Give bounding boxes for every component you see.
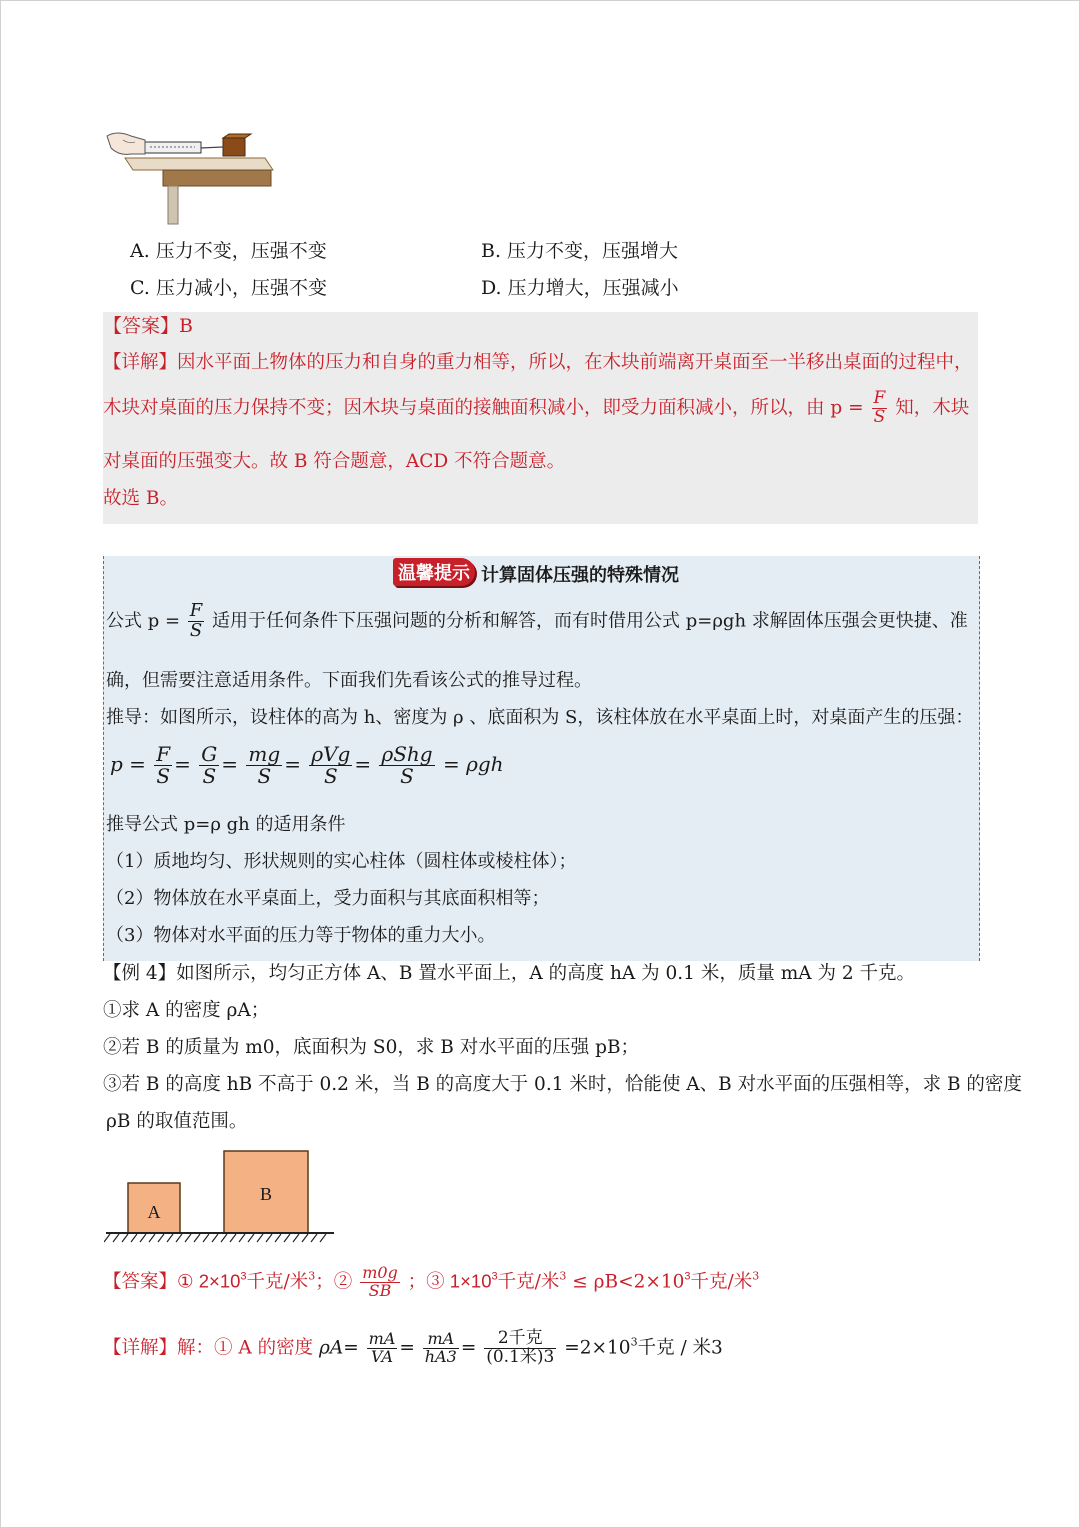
ground-hatch (239, 1234, 245, 1242)
table-front (163, 170, 271, 186)
ground-hatch (284, 1234, 290, 1242)
derivation-formula: p = $\frac{F}{S}$ = $\frac{G}{S}$ = $\frac{mg}{S}$ = $\frac{\text{ρVg}}{S}$ = $\frac{\text{ρShg}}{S}$ = ρgh (110, 742, 504, 788)
example4-q2: ②若 B 的质量为 m0，底面积为 S0，求 B 对水平面的压强 pB； (103, 1037, 640, 1058)
blocks-figure (104, 1148, 336, 1246)
tip-title: 计算固体压强的特殊情况 (481, 565, 679, 586)
tip-cond-title: 推导公式 p=ρ gh 的适用条件 (106, 814, 346, 835)
example4-q3: ③若 B 的高度 hB 不高于 0.2 米，当 B 的高度大于 0.1 米时，恰能使 A、B 对水平面的压强相等，求 B 的密度 (103, 1074, 1022, 1095)
block-b-label: B (259, 1184, 273, 1204)
tip-cond-3: （3）物体对水平面的压力等于物体的重力大小。 (106, 925, 496, 946)
derivation-frac-5: $\frac{\text{ρShg}}{S}$ (381, 742, 433, 788)
answer-detail-line2: 木块对桌面的压力保持不变；因木块与桌面的接触面积减小，即受力面积减小，所以，由 p = $\frac{F}{S}$ 知，木块 (103, 388, 970, 427)
ground-hatch (275, 1234, 281, 1242)
derivation-frac-3: $\frac{mg}{S}$ (248, 742, 281, 788)
ground-hatch (140, 1234, 146, 1242)
table-top (125, 158, 273, 170)
fraction-f-over-s: $\frac{F}{S}$ (873, 388, 886, 427)
option-c: C. 压力减小，压强不变 (130, 277, 327, 299)
ground-hatch (131, 1234, 137, 1242)
answer-detail-line3: 对桌面的压强变大。故 B 符合题意，ACD 不符合题意。 (103, 451, 566, 472)
tip-line3: 推导：如图所示，设柱体的高为 h、密度为 ρ 、底面积为 S，该柱体放在水平桌面上时，对桌面产生的压强： (106, 707, 974, 728)
ground-hatch (176, 1234, 182, 1242)
option-a: A. 压力不变，压强不变 (130, 240, 327, 262)
derivation-frac-2: $\frac{G}{S}$ (201, 742, 218, 788)
answer-detail-line4: 故选 B。 (103, 488, 178, 509)
fraction-f-over-s: $\frac{F}{S}$ (189, 600, 203, 641)
detail4-line: 【详解】解：① A 的密度 ρA= $\frac{mA}{VA}$ = $\frac{mA}{hA3}$ = $\frac{\text{2千克}}{\text{(0.1米)3}}$ $=2\times 10^3$千克 / 米3 (103, 1328, 723, 1367)
example4-line1: 【例 4】如图所示，均匀正方体 A、B 置水平面上，A 的高度 hA 为 0.1 米，质量 mA 为 2 千克。 (103, 963, 916, 984)
wooden-block (223, 138, 245, 156)
fraction-ma-over-va: $\frac{mA}{VA}$ (368, 1329, 396, 1366)
ground-hatch (122, 1234, 128, 1242)
ground-hatch (257, 1234, 263, 1242)
block-a-label: A (147, 1202, 161, 1222)
tip-cond-2: （2）物体放在水平桌面上，受力面积与其底面积相等； (106, 888, 550, 909)
ground-hatch (302, 1234, 308, 1242)
tip-line1: 公式 p = $\frac{F}{S}$ 适用于任何条件下压强问题的分析和解答，而有时借用公式 p=ρgh 求解固体压强会更快捷、准 (106, 600, 968, 641)
ground-hatch (149, 1234, 155, 1242)
fraction-ma-over-ha3: $\frac{mA}{hA3}$ (424, 1329, 457, 1366)
example4-q1: ①求 A 的密度 ρA； (103, 1000, 270, 1021)
answer-detail-line1: 【详解】因水平面上物体的压力和自身的重力相等，所以，在木块前端离开桌面至一半移出桌面的过程中， (103, 352, 973, 373)
derivation-frac-1: $\frac{F}{S}$ (156, 742, 171, 788)
ground-hatch (212, 1234, 218, 1242)
ground-hatch (113, 1234, 119, 1242)
ground-hatch (293, 1234, 299, 1242)
ground-hatch (194, 1234, 200, 1242)
ground-hatch (230, 1234, 236, 1242)
fraction-2kg-over-vol: $\frac{\text{2千克}}{\text{(0.1米)3}}$ (486, 1328, 555, 1367)
derivation-frac-4: $\frac{\text{ρVg}}{S}$ (311, 742, 351, 788)
ground-hatch (221, 1234, 227, 1242)
option-d: D. 压力增大，压强减小 (481, 277, 679, 299)
ground-hatch (167, 1234, 173, 1242)
ground-hatch (320, 1234, 326, 1242)
ground-hatch (266, 1234, 272, 1242)
option-b: B. 压力不变，压强增大 (481, 240, 679, 262)
fraction-m0g-over-sb: $\frac{m0g}{SB}$ (362, 1263, 398, 1300)
spring-scale-figure (105, 128, 275, 228)
hand-icon (107, 133, 145, 154)
ground-hatch (185, 1234, 191, 1242)
example4-q3b: ρB 的取值范围。 (106, 1111, 248, 1132)
ground-hatch (104, 1234, 110, 1242)
answer-label: 【答案】B (103, 315, 193, 337)
tip-line2: 确，但需要注意适用条件。下面我们先看该公式的推导过程。 (106, 670, 592, 691)
ground-hatch (311, 1234, 317, 1242)
spring-scale (145, 142, 201, 153)
table-leg (168, 186, 178, 224)
tip-badge: 温馨提示 (393, 558, 475, 586)
ground-hatch (203, 1234, 209, 1242)
tip-cond-1: （1）质地均匀、形状规则的实心柱体（圆柱体或棱柱体）； (106, 851, 577, 872)
ground-hatch (248, 1234, 254, 1242)
answer4-line: 【答案】① $2\times 10^3$千克/米$^3$；② $\frac{m0g}{SB}$ ；③ $1\times 10^3$千克/米$^3 \le \rho B<2\times 10^3$千克/米$^3$ (103, 1263, 760, 1300)
ground-hatch (158, 1234, 164, 1242)
